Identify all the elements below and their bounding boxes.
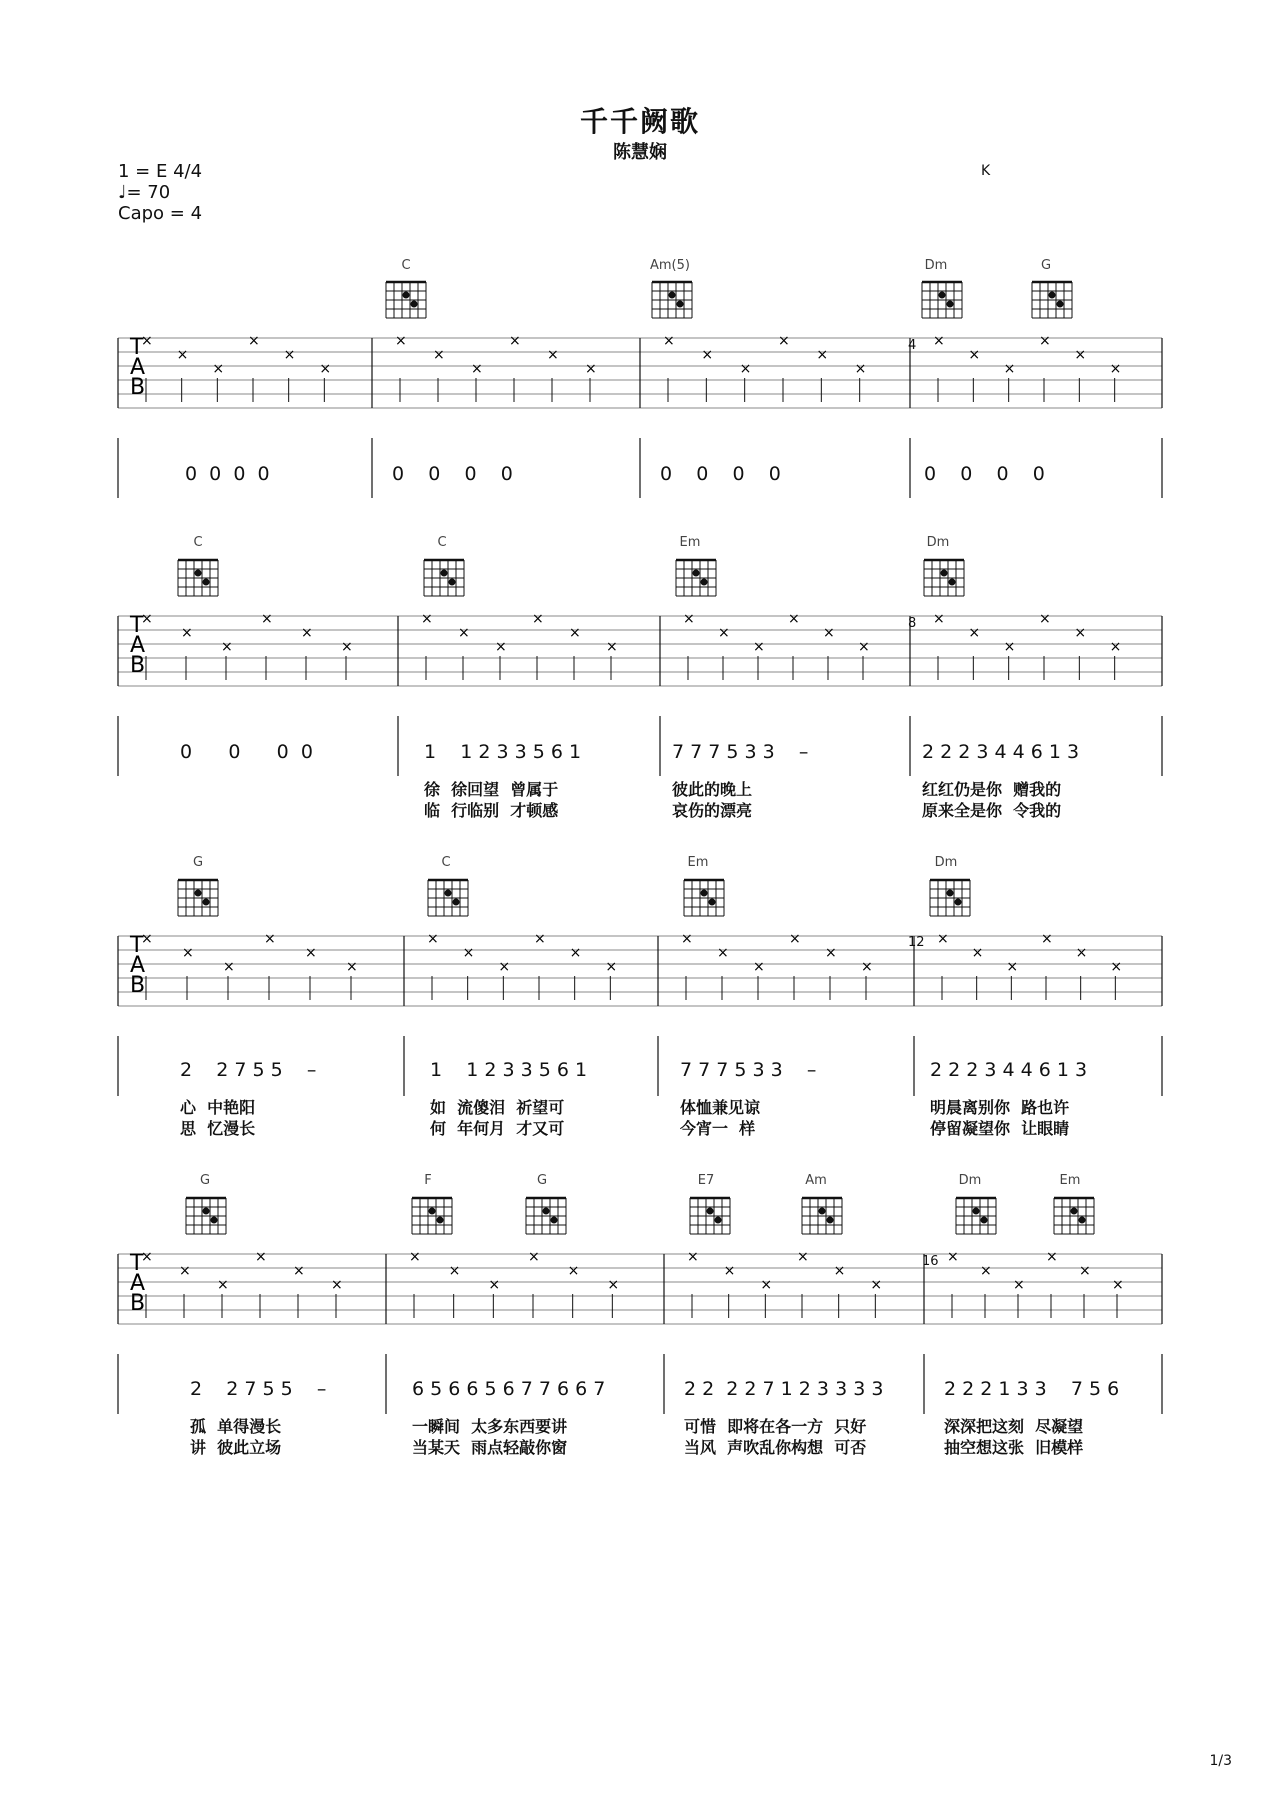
chord-finger-dot — [701, 890, 708, 897]
jianpu-measure: 1 1 2 3 3 5 6 1 — [424, 741, 582, 763]
strum-x-mark: × — [141, 333, 153, 349]
chord-finger-dot — [1049, 292, 1056, 299]
strum-x-mark: × — [1046, 1249, 1058, 1265]
strum-x-mark: × — [255, 1249, 267, 1265]
strum-x-mark: × — [471, 361, 483, 377]
jianpu-measure: 0 0 0 0 — [924, 463, 1045, 485]
chord-finger-dot — [707, 1208, 714, 1215]
chord-label: Am — [805, 1173, 827, 1188]
chord-finger-dot — [1057, 301, 1064, 308]
chord-finger-dot — [543, 1208, 550, 1215]
strum-x-mark: × — [179, 1263, 191, 1279]
strum-x-mark: × — [739, 361, 752, 377]
strum-x-mark: × — [448, 1263, 461, 1279]
strum-x-mark: × — [534, 931, 546, 947]
lyric-line-1: 一瞬间 太多东西要讲 — [412, 1417, 568, 1436]
page-title: 千千阙歌 — [579, 105, 700, 138]
strum-x-mark: × — [701, 347, 714, 363]
strum-x-mark: × — [825, 945, 837, 961]
strum-x-mark: × — [141, 931, 153, 947]
strum-x-mark: × — [717, 945, 729, 961]
chord-finger-dot — [981, 1217, 988, 1224]
chord-finger-dot — [1079, 1217, 1086, 1224]
chord-label: G — [199, 1173, 211, 1188]
strum-x-mark: × — [547, 347, 559, 363]
chord-finger-dot — [411, 301, 418, 308]
strum-x-mark: × — [427, 931, 439, 947]
jianpu-measure: 2 2 2 2 7 1 2 3 3 3 3 — [684, 1378, 884, 1400]
strum-x-mark: × — [1079, 1263, 1091, 1279]
lyric-line-1: 彼此的晚上 — [672, 780, 753, 799]
chord-finger-dot — [203, 1208, 210, 1215]
corner-mark: K — [981, 163, 991, 179]
page-number: 1/3 — [1209, 1753, 1232, 1769]
jianpu-measure: 2 2 7 5 5 – — [190, 1378, 327, 1400]
jianpu-measure: 1 1 2 3 3 5 6 1 — [430, 1059, 588, 1081]
strum-x-mark: × — [1109, 361, 1122, 377]
lyric-line-1: 可惜 即将在各一方 只好 — [684, 1417, 867, 1436]
lyric-line-1: 徐 徐回望 曾属于 — [424, 780, 559, 799]
strum-x-mark: × — [933, 611, 945, 627]
strum-x-mark: × — [1003, 361, 1016, 377]
strum-x-mark: × — [264, 931, 276, 947]
chord-finger-dot — [445, 890, 452, 897]
chord-label: Em — [1059, 1173, 1081, 1188]
strum-x-mark: × — [816, 347, 829, 363]
chord-label: G — [192, 855, 204, 870]
jianpu-measure: 2 2 2 1 3 3 7 5 6 — [944, 1378, 1120, 1400]
lyric-line-1: 深深把这刻 尽凝望 — [944, 1417, 1084, 1436]
measure-number: 16 — [922, 1254, 939, 1269]
strum-x-mark: × — [141, 1249, 153, 1265]
strum-x-mark: × — [968, 625, 981, 641]
strum-x-mark: × — [212, 361, 225, 377]
chord-finger-dot — [819, 1208, 826, 1215]
strum-x-mark: × — [528, 1249, 540, 1265]
chord-finger-dot — [709, 899, 716, 906]
chord-finger-dot — [701, 579, 708, 586]
strum-x-mark: × — [753, 639, 765, 655]
strum-x-mark: × — [409, 1249, 421, 1265]
tab-clef-letter: A — [130, 1271, 146, 1296]
strum-x-mark: × — [1109, 639, 1122, 655]
strum-x-mark: × — [293, 1263, 305, 1279]
strum-x-mark: × — [1003, 639, 1016, 655]
strum-x-mark: × — [1039, 333, 1051, 349]
strum-x-mark: × — [395, 333, 407, 349]
strum-x-mark: × — [1074, 347, 1087, 363]
strum-x-mark: × — [488, 1277, 501, 1293]
chord-label: G — [536, 1173, 548, 1188]
strum-x-mark: × — [760, 1277, 773, 1293]
strum-x-mark: × — [495, 639, 507, 655]
jianpu-measure: 2 2 2 3 4 4 6 1 3 — [930, 1059, 1088, 1081]
strum-x-mark: × — [458, 625, 470, 641]
strum-x-mark: × — [823, 625, 835, 641]
jianpu-measure: 7 7 7 5 3 3 – — [680, 1059, 817, 1081]
strum-x-mark: × — [933, 333, 945, 349]
strum-x-mark: × — [181, 625, 193, 641]
strum-x-mark: × — [176, 347, 189, 363]
strum-x-mark: × — [971, 945, 984, 961]
chord-finger-dot — [203, 899, 210, 906]
key-meter: 1 = E 4/4 — [118, 161, 203, 182]
chord-finger-dot — [939, 292, 946, 299]
strum-x-mark: × — [331, 1277, 343, 1293]
chord-finger-dot — [551, 1217, 558, 1224]
strum-x-mark: × — [753, 959, 765, 975]
chord-label: E7 — [697, 1173, 715, 1188]
strum-x-mark: × — [509, 333, 521, 349]
chord-finger-dot — [941, 570, 948, 577]
strum-x-mark: × — [433, 347, 445, 363]
chord-finger-dot — [211, 1217, 218, 1224]
chord-label: C — [401, 258, 411, 273]
chord-finger-dot — [453, 899, 460, 906]
strum-x-mark: × — [861, 959, 873, 975]
tab-clef-letter: T — [130, 613, 144, 638]
tab-clef-letter: A — [130, 633, 146, 658]
strum-x-mark: × — [980, 1263, 992, 1279]
strum-x-mark: × — [788, 611, 800, 627]
strum-x-mark: × — [421, 611, 433, 627]
strum-x-mark: × — [687, 1249, 699, 1265]
strum-x-mark: × — [221, 639, 233, 655]
lyric-line-1: 明晨离别你 路也许 — [930, 1098, 1070, 1117]
chord-finger-dot — [195, 570, 202, 577]
tab-clef-letter: A — [130, 355, 146, 380]
jianpu-measure: 0 0 0 0 — [185, 463, 270, 485]
jianpu-measure: 6 5 6 6 5 6 7 7 6 6 7 — [412, 1378, 606, 1400]
chord-finger-dot — [437, 1217, 444, 1224]
strum-x-mark: × — [1112, 1277, 1124, 1293]
lyric-line-2: 当某天 雨点轻敲你窗 — [412, 1438, 568, 1457]
strum-x-mark: × — [1075, 945, 1088, 961]
lyric-line-2: 停留凝望你 让眼睛 — [930, 1119, 1070, 1138]
strum-x-mark: × — [346, 959, 358, 975]
lyric-line-2: 当风 声吹乱你构想 可否 — [684, 1438, 867, 1457]
staff-layer — [118, 282, 1162, 1414]
tab-clef-letter: T — [130, 933, 144, 958]
chord-finger-dot — [715, 1217, 722, 1224]
strum-x-mark: × — [789, 931, 801, 947]
jianpu-measure: 2 2 7 5 5 – — [180, 1059, 317, 1081]
lyric-line-1: 红红仍是你 赠我的 — [922, 780, 1062, 799]
strum-x-mark: × — [858, 639, 870, 655]
strum-x-mark: × — [797, 1249, 809, 1265]
lyric-line-1: 孤 单得漫长 — [190, 1417, 282, 1436]
tab-clef-letter: A — [130, 953, 146, 978]
chord-label: G — [1040, 258, 1052, 273]
chord-label: Am(5) — [650, 258, 690, 273]
strum-x-mark: × — [947, 1249, 959, 1265]
chord-label: Em — [687, 855, 709, 870]
tab-clef-letter: B — [130, 653, 146, 678]
chord-finger-dot — [947, 301, 954, 308]
chord-finger-dot — [827, 1217, 834, 1224]
chord-label: Dm — [934, 855, 958, 870]
strum-x-mark: × — [1074, 625, 1087, 641]
chord-finger-dot — [949, 579, 956, 586]
chord-label: C — [193, 535, 203, 550]
jianpu-measure: 0 0 0 0 — [180, 741, 313, 763]
jianpu-measure: 0 0 0 0 — [660, 463, 781, 485]
strum-x-mark: × — [605, 959, 618, 975]
tempo: ♩= 70 — [118, 182, 171, 203]
strum-x-mark: × — [723, 1263, 736, 1279]
lyric-line-1: 体恤兼见谅 — [680, 1098, 761, 1117]
strum-x-mark: × — [261, 611, 273, 627]
strum-x-mark: × — [462, 945, 475, 961]
lyric-line-1: 心 中艳阳 — [180, 1098, 256, 1117]
lyric-line-2: 何 年何月 才又可 — [430, 1119, 565, 1138]
jianpu-measure: 7 7 7 5 3 3 – — [672, 741, 809, 763]
lyric-line-2: 哀伤的漂亮 — [672, 801, 753, 820]
strum-x-mark: × — [248, 333, 260, 349]
chord-label: Dm — [958, 1173, 982, 1188]
lyric-line-2: 今宵一 样 — [680, 1119, 756, 1138]
chord-label: C — [441, 855, 451, 870]
lyric-line-2: 原来全是你 令我的 — [922, 801, 1062, 820]
strum-x-mark: × — [663, 333, 675, 349]
tab-clef-letter: B — [130, 973, 146, 998]
capo: Capo = 4 — [118, 203, 203, 224]
strum-x-mark: × — [606, 639, 618, 655]
chord-finger-dot — [947, 890, 954, 897]
chord-finger-dot — [441, 570, 448, 577]
measure-number: 12 — [908, 935, 925, 950]
tab-clef-letter: T — [130, 335, 144, 360]
chord-finger-dot — [1071, 1208, 1078, 1215]
strum-x-mark: × — [283, 347, 296, 363]
lyric-line-1: 如 流傻泪 祈望可 — [430, 1098, 565, 1117]
strum-x-mark: × — [870, 1277, 883, 1293]
tab-clef-letter: B — [130, 375, 146, 400]
chord-finger-dot — [403, 292, 410, 299]
measure-number: 8 — [908, 616, 917, 631]
lyric-line-2: 临 行临别 才顿感 — [424, 801, 559, 820]
chord-finger-dot — [429, 1208, 436, 1215]
strum-x-mark: × — [305, 945, 317, 961]
strum-x-mark: × — [569, 945, 582, 961]
lyric-line-2: 抽空想这张 旧模样 — [944, 1438, 1084, 1457]
strum-x-mark: × — [1013, 1277, 1025, 1293]
strum-x-mark: × — [319, 361, 332, 377]
chord-finger-dot — [195, 890, 202, 897]
strum-x-mark: × — [341, 639, 353, 655]
chord-label: Dm — [926, 535, 950, 550]
strum-x-mark: × — [833, 1263, 846, 1279]
chord-finger-dot — [449, 579, 456, 586]
tab-clef-letter: B — [130, 1291, 146, 1316]
chord-label: C — [437, 535, 447, 550]
strum-x-mark: × — [585, 361, 597, 377]
chord-finger-dot — [955, 899, 962, 906]
artist-name: 陈慧娴 — [613, 142, 667, 163]
jianpu-measure: 2 2 2 3 4 4 6 1 3 — [922, 741, 1080, 763]
chord-finger-dot — [677, 301, 684, 308]
strum-x-mark: × — [937, 931, 949, 947]
strum-x-mark: × — [141, 611, 153, 627]
strum-x-mark: × — [683, 611, 695, 627]
chord-finger-dot — [693, 570, 700, 577]
strum-x-mark: × — [968, 347, 981, 363]
chord-label: F — [424, 1173, 432, 1188]
jianpu-measure: 0 0 0 0 — [392, 463, 513, 485]
strum-x-mark: × — [532, 611, 544, 627]
strum-x-mark: × — [778, 333, 790, 349]
chord-label: Dm — [924, 258, 948, 273]
strum-x-mark: × — [854, 361, 867, 377]
tab-clef-letter: T — [130, 1251, 144, 1276]
strum-x-mark: × — [182, 945, 194, 961]
strum-x-mark: × — [567, 1263, 580, 1279]
chord-finger-dot — [973, 1208, 980, 1215]
strum-x-mark: × — [569, 625, 581, 641]
strum-x-mark: × — [1041, 931, 1053, 947]
chord-finger-dot — [669, 292, 676, 299]
strum-x-mark: × — [718, 625, 730, 641]
strum-x-mark: × — [1039, 611, 1051, 627]
strum-x-mark: × — [498, 959, 511, 975]
lyric-line-2: 思 忆漫长 — [180, 1119, 256, 1138]
strum-x-mark: × — [607, 1277, 620, 1293]
chord-finger-dot — [203, 579, 210, 586]
strum-x-mark: × — [217, 1277, 229, 1293]
measure-number: 4 — [908, 338, 917, 353]
lyric-line-2: 讲 彼此立场 — [190, 1438, 282, 1457]
strum-x-mark: × — [681, 931, 693, 947]
strum-x-mark: × — [301, 625, 313, 641]
strum-x-mark: × — [1110, 959, 1123, 975]
strum-x-mark: × — [223, 959, 235, 975]
strum-x-mark: × — [1006, 959, 1019, 975]
chord-label: Em — [679, 535, 701, 550]
